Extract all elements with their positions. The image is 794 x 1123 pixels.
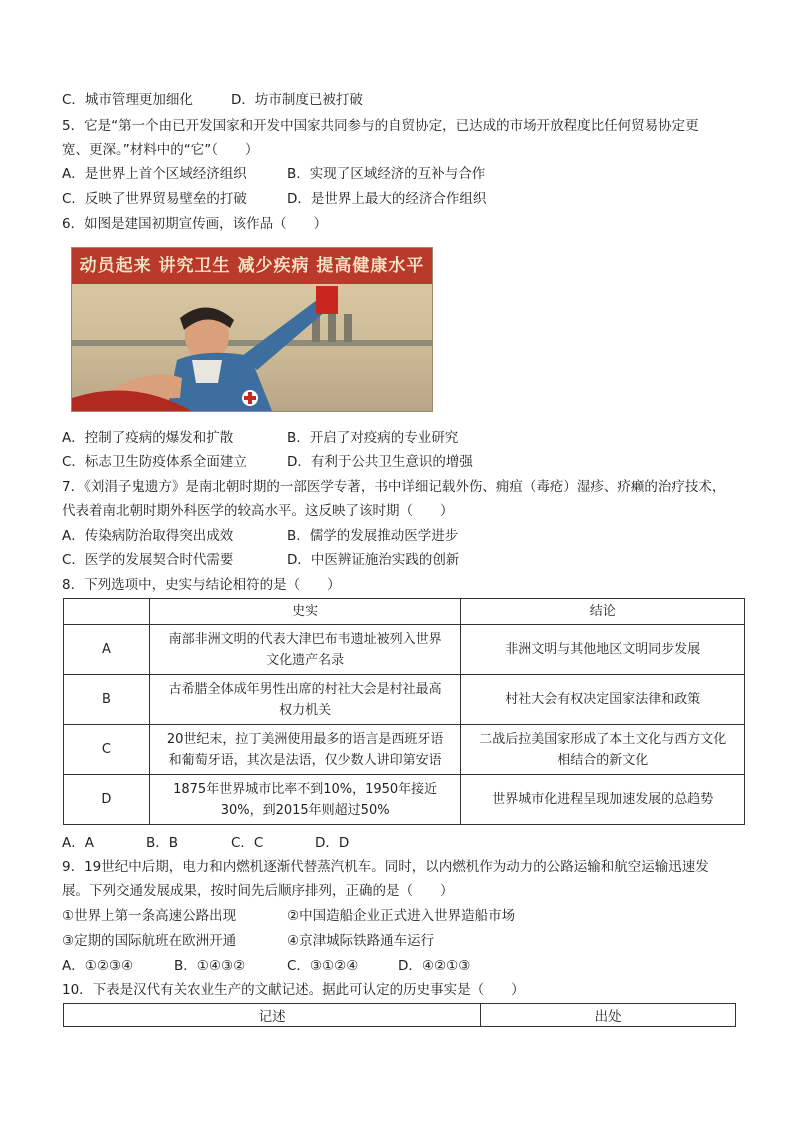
- row-fact: [149, 625, 461, 675]
- header-blank: [64, 599, 150, 625]
- q9-option-a: A．①②③④: [62, 958, 134, 974]
- table-row: [64, 625, 745, 675]
- poster-slogan: 动员起来 讲究卫生 减少疾病 提高健康水平: [72, 248, 432, 284]
- q4-option-d: D．坊市制度已被打破: [231, 92, 363, 108]
- header-fact: 史实: [149, 599, 461, 625]
- q5-option-d: D．是世界上最大的经济合作组织: [287, 191, 487, 207]
- q7-stem-line2: 代表着南北朝时期外科医学的较高水平。这反映了该时期（ ）: [62, 503, 454, 519]
- q9-stem-line1: 9．19世纪中后期，电力和内燃机逐渐代替蒸汽机车。同时，以内燃机作为动力的公路运输和航空运输迅速发: [62, 859, 709, 875]
- q9-item-4: ④京津城际铁路通车运行: [287, 933, 435, 949]
- row-label: C: [64, 725, 150, 775]
- q8-option-c: C．C: [231, 835, 264, 851]
- q9-option-d: D．④②①③: [398, 958, 471, 974]
- q9-option-b: B．①④③②: [174, 958, 246, 974]
- table-header-row: [64, 599, 745, 625]
- fact-line2: 权力机关: [279, 702, 332, 718]
- propaganda-poster-image: [71, 247, 433, 412]
- row-label: A: [64, 625, 150, 675]
- q6-option-d: D．有利于公共卫生意识的增强: [287, 454, 473, 470]
- q8-option-a: A．A: [62, 835, 94, 851]
- fact-line2: 文化遗产名录: [266, 652, 345, 668]
- fact-line2: 30%，到2015年则超过50%: [220, 802, 390, 818]
- row-conclusion: 世界城市化进程呈现加速发展的总趋势: [461, 775, 745, 825]
- q7-stem-line1: 7．《刘涓子鬼遗方》是南北朝时期的一部医学专著，书中详细记载外伤、痈疽（毒疮）湿疹、疥癞的治疗技术，: [62, 479, 726, 495]
- q9-option-c: C．③①②④: [287, 958, 359, 974]
- q6-option-c: C．标志卫生防疫体系全面建立: [62, 454, 247, 470]
- conclusion-line1: 二战后拉美国家形成了本土文化与西方文化: [479, 731, 727, 747]
- q7-option-a: A．传染病防治取得突出成效: [62, 528, 234, 544]
- q10-stem: 10．下表是汉代有关农业生产的文献记述。据此可认定的历史事实是（ ）: [62, 982, 525, 998]
- q8-table: [63, 598, 745, 825]
- q10-table: [63, 1003, 736, 1027]
- q8-option-d: D．D: [315, 835, 350, 851]
- row-fact: [149, 775, 461, 825]
- header-conclusion: 结论: [461, 599, 745, 625]
- q7-option-d: D．中医辨证施治实践的创新: [287, 552, 460, 568]
- header-source: 出处: [481, 1004, 736, 1027]
- q5-stem-line2: 宽、更深。”材料中的“它”（ ）: [62, 142, 259, 158]
- fact-line1: 1875年世界城市比率不到10%，1950年接近: [173, 781, 438, 797]
- row-label: D: [64, 775, 150, 825]
- q5-option-b: B．实现了区域经济的互补与合作: [287, 166, 486, 182]
- fact-line1: 南部非洲文明的代表大津巴布韦遗址被列入世界: [168, 631, 442, 647]
- q5-option-a: A．是世界上首个区域经济组织: [62, 166, 247, 182]
- q6-stem: 6．如图是建国初期宣传画，该作品（ ）: [62, 216, 328, 232]
- table-header-row: [64, 1004, 736, 1027]
- row-label: B: [64, 675, 150, 725]
- row-fact: [149, 725, 461, 775]
- row-fact: [149, 675, 461, 725]
- table-row: [64, 775, 745, 825]
- row-conclusion: 村社大会有权决定国家法律和政策: [461, 675, 745, 725]
- q8-option-b: B．B: [146, 835, 179, 851]
- q9-item-3: ③定期的国际航班在欧洲开通: [62, 933, 237, 949]
- q6-option-a: A．控制了疫病的爆发和扩散: [62, 430, 234, 446]
- q8-stem: 8．下列选项中，史实与结论相符的是（ ）: [62, 577, 341, 593]
- q7-option-b: B．儒学的发展推动医学进步: [287, 528, 459, 544]
- q7-option-c: C．医学的发展契合时代需要: [62, 552, 234, 568]
- fact-line1: 古希腊全体成年男性出席的村社大会是村社最高: [168, 681, 442, 697]
- poster-illustration: [72, 248, 432, 411]
- row-conclusion: 非洲文明与其他地区文明同步发展: [461, 625, 745, 675]
- q5-stem-line1: 5．它是“第一个由已开发国家和开发中国家共同参与的自贸协定，已达成的市场开放程度比任何贸易协定更: [62, 118, 699, 134]
- row-conclusion: [461, 725, 745, 775]
- conclusion-line2: 相结合的新文化: [557, 752, 649, 768]
- table-row: [64, 725, 745, 775]
- table-row: [64, 675, 745, 725]
- q9-item-2: ②中国造船企业正式进入世界造船市场: [287, 908, 516, 924]
- fact-line1: 20世纪末，拉丁美洲使用最多的语言是西班牙语: [166, 731, 444, 747]
- fact-line2: 和葡萄牙语，其次是法语，仅少数人讲印第安语: [168, 752, 442, 768]
- q4-option-c: C．城市管理更加细化: [62, 92, 193, 108]
- q6-option-b: B．开启了对疫病的专业研究: [287, 430, 459, 446]
- header-record: 记述: [64, 1004, 481, 1027]
- q9-item-1: ①世界上第一条高速公路出现: [62, 908, 237, 924]
- q5-option-c: C．反映了世界贸易壁垒的打破: [62, 191, 247, 207]
- q9-stem-line2: 展。下列交通发展成果，按时间先后顺序排列，正确的是（ ）: [62, 883, 454, 899]
